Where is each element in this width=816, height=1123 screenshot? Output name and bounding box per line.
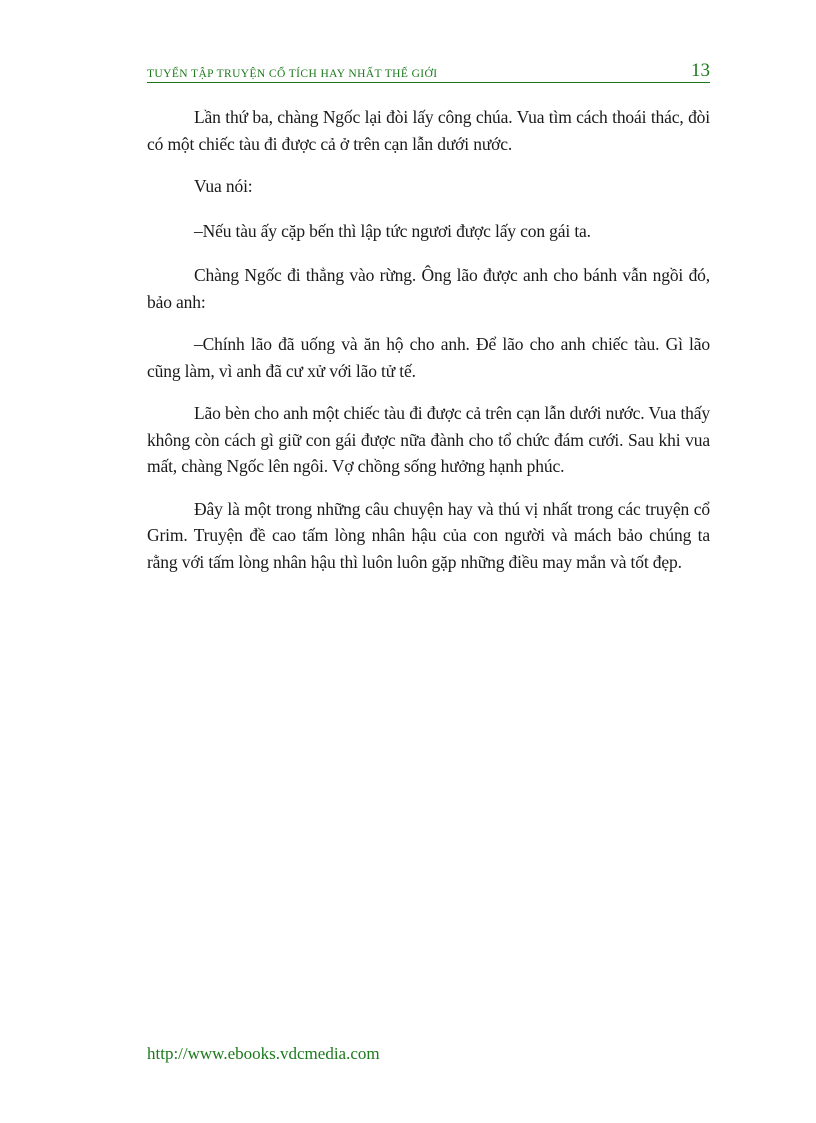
paragraph: Lần thứ ba, chàng Ngốc lại đòi lấy công chúa. Vua tìm cách thoái thác, đòi có một chiếc tàu đi được cả ở trên cạn lẫn dưới nước. — [147, 107, 710, 154]
book-title: TUYỂN TẬP TRUYỆN CỔ TÍCH HAY NHẤT THẾ GIỚI — [147, 68, 438, 80]
page-header — [147, 60, 710, 83]
footer-website-link[interactable]: http://www.ebooks.vdcmedia.com — [147, 1044, 380, 1063]
paragraph: Chàng Ngốc đi thẳng vào rừng. Ông lão được anh cho bánh vẫn ngồi đó, bảo anh: — [147, 265, 710, 312]
conclusion-paragraph: Đây là một trong những câu chuyện hay và thú vị nhất trong các truyện cổ Grim. Truyện đề cao tấm lòng nhân hậu của con người và mách bảo chúng ta rằng với tấm lòng nhân hậu thì luôn luôn gặp những điều may mắn và tốt đẹp. — [147, 498, 710, 572]
story-body — [147, 104, 710, 591]
dialogue-paragraph: –Nếu tàu ấy cặp bến thì lập tức ngươi được lấy con gái ta. — [194, 220, 591, 241]
page-number: 13 — [691, 60, 710, 81]
paragraph: Lão bèn cho anh một chiếc tàu đi được cả trên cạn lẫn dưới nước. Vua thấy không còn cách gì giữ con gái được nữa đành cho tổ chức đám cưới. Sau khi vua mất, chàng Ngốc lên ngôi. Vợ chồng sống hưởng hạnh phúc. — [147, 403, 710, 476]
paragraph: Vua nói: — [194, 176, 253, 196]
dialogue-paragraph: –Chính lão đã uống và ăn hộ cho anh. Để lão cho anh chiếc tàu. Gì lão cũng làm, vì anh đã cư xử với lão tử tế. — [147, 334, 710, 381]
